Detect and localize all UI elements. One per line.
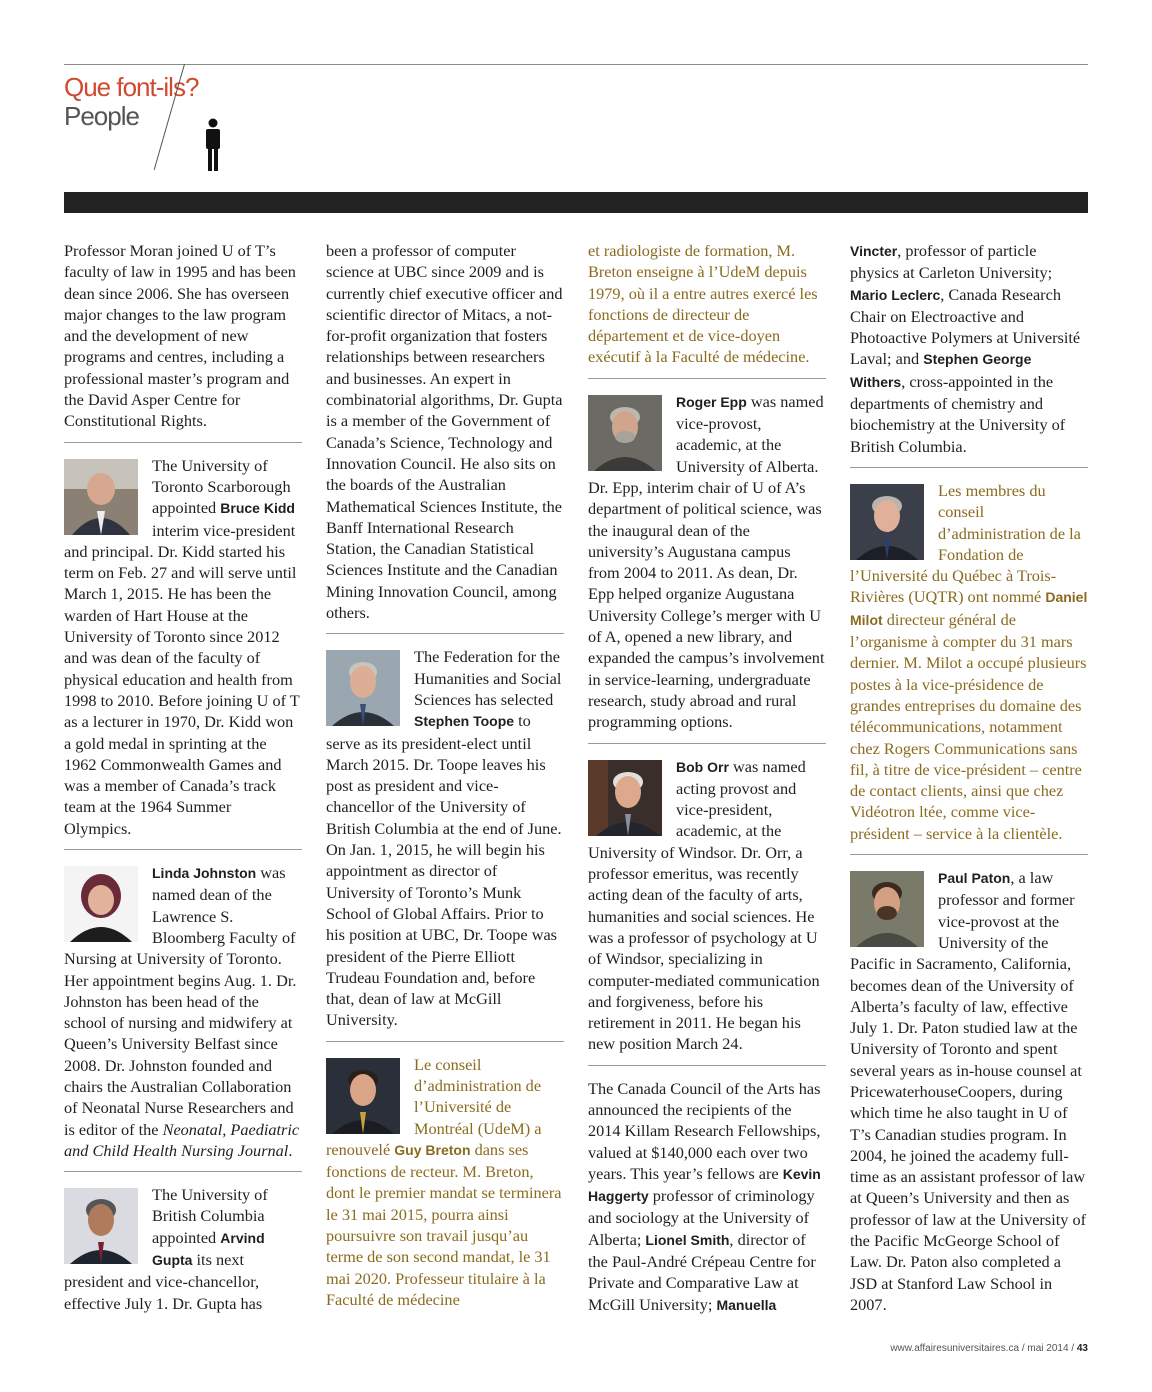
- entry-epp: Roger Epp was named vice-provost, academic, at the University of Alberta. Dr. Epp, interim chair of U of A’s department of political science, was the inaugural dean of the university’s Augustana campus from 2004 to 2011. As dean, Dr. Epp helped organize Augustana University College’s merger with U of A, opened a new library, and expanded the campus’s involvement in service-learning, undergraduate research, study abroad and rural programming options.: [588, 391, 825, 732]
- stephen-toope-photo: [326, 650, 400, 726]
- column-3: [588, 240, 826, 1316]
- person-name: Mario Leclerc: [850, 286, 941, 303]
- page-footer: www.affairesuniversitaires.ca / mai 2014 / 43: [890, 1343, 1088, 1354]
- divider: [64, 442, 302, 443]
- section-title-french: Que font-ils?: [64, 72, 199, 102]
- person-name: Stephen George Withers: [850, 351, 1032, 390]
- person-name: Stephen Toope: [414, 713, 515, 730]
- person-name: Daniel Milot: [850, 589, 1088, 628]
- person-name: Bob Orr: [676, 758, 729, 775]
- person-name: Kevin Haggerty: [588, 1165, 821, 1205]
- entry-killam-continued: Vincter, professor of particle physics at Carleton University; Mario Leclerc, Canada Research Chair on Electroactive and Photoactive Polymers at Université Laval; and Stephen George Withers, cross-appointed in the departments of chemistry and biochemistry at the University of British Columbia.: [850, 241, 1081, 456]
- divider: [588, 378, 826, 379]
- person-name: Arvind Gupta: [152, 1229, 265, 1269]
- entry-gupta-continued: [326, 240, 564, 623]
- divider: [850, 467, 1088, 468]
- divider: [64, 849, 302, 850]
- person-name: Bruce Kidd: [220, 500, 295, 517]
- person-name: Paul Paton: [938, 870, 1011, 887]
- bruce-kidd-photo: [64, 459, 138, 535]
- person-name: Roger Epp: [676, 393, 747, 410]
- divider: [326, 633, 564, 634]
- entry-breton-continued: [588, 240, 826, 368]
- divider: [850, 854, 1088, 855]
- entry-johnston: Linda Johnston was named dean of the Lawrence S. Bloomberg Faculty of Nursing at University of Toronto. Her appointment begins Aug. 1. Dr. Johnston has been head of the school of nursing and midwifery at Queen’s University Belfast since 2008. Dr. Johnston founded and chairs the Australian Collaboration of Neonatal Nurse Researchers and is editor of the Neonatal, Paediatric and Child Health Nursing Journal.: [64, 863, 300, 1160]
- roger-epp-photo: [588, 395, 662, 471]
- entry-killam: The Canada Council of the Arts has announced the recipients of the 2014 Killam Research Fellowships, valued at $140,000 each over two years. This year’s fellows are Kevin Haggerty professor of criminology and sociology at the University of Alberta; Lionel Smith, director of the Paul-André Crépeau Centre for Private and Comparative Law at McGill University; Manuella: [588, 1078, 821, 1314]
- guy-breton-photo: [326, 1058, 400, 1134]
- entry-text: Professor Moran joined U of T’s faculty of law in 1995 and has been dean since 2006. She has overseen major changes to the law program and the development of new programs and centres, including a professional master’s program and the David Asper Centre for Constitutional Rights.: [64, 241, 296, 431]
- entry-paton: Paul Paton, a law professor and former vice-provost at the University of the Pacific in Sacramento, California, becomes dean of the University of Alberta’s faculty of law, effective July 1. Dr. Paton studied law at the University of Toronto and spent several years as in-house counsel at PricewaterhouseCoopers, during which time he also taught in U of T’s Canadian studies program. In 2004, he joined the academy full-time as an assistant professor of law at Queen’s University and then as professor of law at the University of the Pacific McGeorge School of Law. Dr. Paton also completed a JSD at Stanford Law School in 2007.: [850, 868, 1087, 1314]
- entry-orr: Bob Orr was named acting provost and vice-president, academic, at the University of Windsor. Dr. Orr, a professor emeritus, was recently acting dean of the faculty of arts, humanities and social sciences. He was a professor of psychology at U of Windsor, specializing in computer-mediated communication and forgiveness, before his retirement in 2011. He began his new position March 24.: [588, 756, 820, 1054]
- divider: [588, 1065, 826, 1066]
- column-4: [850, 240, 1088, 1315]
- entry-breton: Le conseil d’administration de l’Université de Montréal (UdeM) a renouvelé Guy Breton dans ses fonctions de recteur. M. Breton, dont le premier mandat se terminera le 31 mai 2015, pourra ainsi poursuivre son travail jusqu’au terme de son second mandat, le 31 mai 2020. Professeur titulaire à la Faculté de médecine: [326, 1054, 562, 1309]
- entry-text: been a professor of computer science at UBC since 2009 and is currently chief executive officer and scientific director of Mitacs, a not-for-profit organization that fosters relationships between researchers and businesses. An expert in combinatorial algorithms, Dr. Gupta is a member of the Government of Canada’s Science, Technology and Innovation Council. He also sits on the boards of the Australian Mathematical Sciences Institute, the Banff International Research Station, the Canadian Statistical Sciences Institute and the Canadian Mining Innovation Council, among others.: [326, 241, 563, 623]
- paul-paton-photo: [850, 871, 924, 947]
- person-name: Manuella: [716, 1296, 777, 1313]
- column-2: [326, 240, 564, 1310]
- person-name: Linda Johnston: [152, 865, 257, 882]
- entry-kidd: The University of Toronto Scarborough appointed Bruce Kidd interim vice-president and principal. Dr. Kidd started his term on Feb. 27 and will serve until March 1, 2015. He has been the warden of Hart House at the University of Toronto since 2012 and was dean of the faculty of physical education and health from 1998 to 2010. Before joining U of T as a lecturer in 1970, Dr. Kidd won a gold medal in sprinting at the 1962 Commonwealth Games and was a member of Canada’s track team at the 1964 Summer Olympics.: [64, 455, 300, 838]
- entry-gupta: The University of British Columbia appointed Arvind Gupta its next president and vice-chancellor, effective July 1. Dr. Gupta has: [64, 1185, 268, 1313]
- entry-toope: The Federation for the Humanities and Social Sciences has selected Stephen Toope to serve as its president-elect until March 2015. Dr. Toope leaves his post as president and vice-chancellor of the University of British Columbia at the end of June. On Jan. 1, 2015, he will begin his appointment as director of University of Toronto’s Munk School of Global Affairs. Prior to his position at UBC, Dr. Toope was president of the Pierre Elliott Trudeau Foundation and, before that, dean of law at McGill University.: [326, 647, 562, 1030]
- person-name: Lionel Smith: [645, 1231, 730, 1248]
- divider: [64, 1171, 302, 1172]
- header-black-bar: [64, 192, 1088, 213]
- divider: [588, 743, 826, 744]
- divider: [326, 1041, 564, 1042]
- entry-text: et radiologiste de formation, M. Breton enseigne à l’UdeM depuis 1979, où il a entre autres exercé les fonctions de directeur de département et de vice-doyen exécutif à la Faculté de médecine.: [588, 241, 818, 367]
- section-title-english: People: [64, 101, 139, 131]
- journal-title: Neonatal, Paediatric and Child Health Nursing Journal: [64, 1119, 300, 1160]
- linda-johnston-photo: [64, 866, 138, 942]
- person-icon: [205, 118, 221, 172]
- entry-moran: [64, 240, 302, 432]
- arvind-gupta-photo: [64, 1188, 138, 1264]
- bob-orr-photo: [588, 760, 662, 836]
- person-name: Guy Breton: [394, 1141, 471, 1158]
- daniel-milot-photo: [850, 484, 924, 560]
- column-1: [64, 240, 302, 1314]
- top-rule: [64, 64, 1088, 65]
- entry-milot: Les membres du conseil d’administration de la Fondation de l’Université du Québec à Trois-Rivières (UQTR) ont nommé Daniel Milot directeur général de l’organisme à compter du 31 mars dernier. M. Milot a occupé plusieurs postes à la vice-présidence de grandes entreprises du domaine des télécommunications, notamment chez Rogers Communications sans fil, à titre de vice-président – centre de contact clients, ainsi que chez Vidéotron ltée, comme vice-président – service à la clientèle.: [850, 480, 1088, 843]
- page-number: 43: [1076, 1343, 1088, 1354]
- person-name: Vincter: [850, 243, 898, 259]
